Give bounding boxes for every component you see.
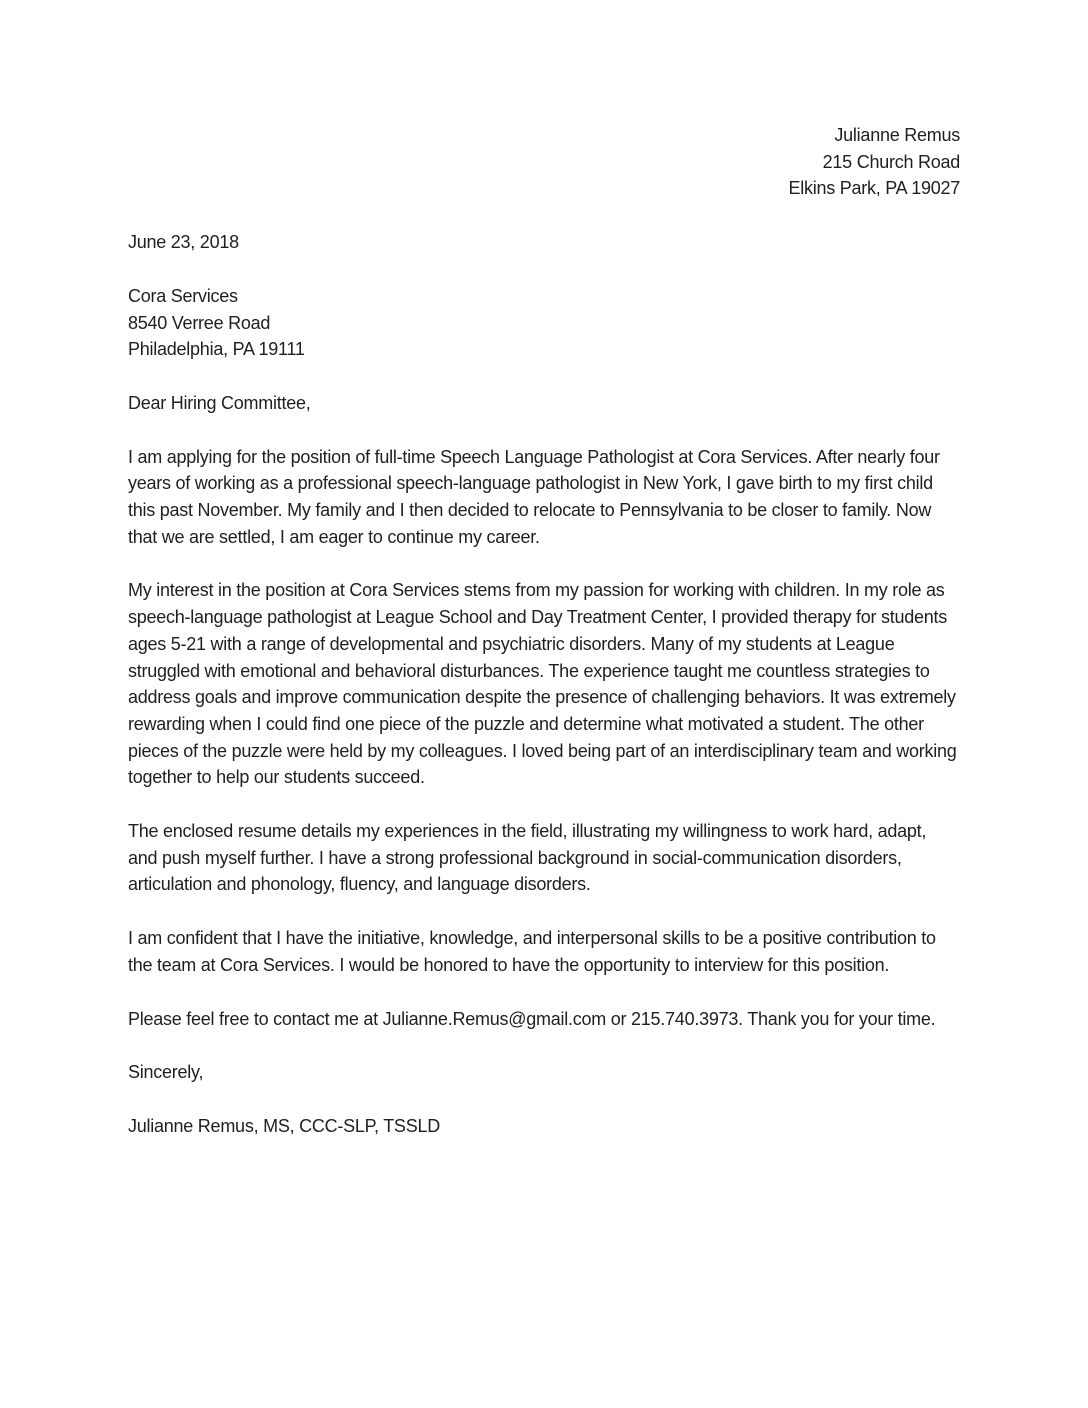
recipient-block [128,283,960,363]
recipient-address-line2: Philadelphia, PA 19111 [128,339,305,360]
sender-address-line2: Elkins Park, PA 19027 [788,178,960,199]
body-paragraph-5: Please feel free to contact me at Julianne.Remus@gmail.com or 215.740.3973. Thank you for your time. [128,1008,936,1029]
letter-content [128,122,960,1167]
signature: Julianne Remus, MS, CCC-SLP, TSSLD [128,1115,440,1136]
sender-block [128,122,960,202]
letter-date: June 23, 2018 [128,232,239,253]
body-paragraph-4: I am confident that I have the initiative, knowledge, and interpersonal skills to be a positive contribution to the team at Cora Services. I would be honored to have the opportunity to interview for this position. [128,928,936,975]
body-paragraph-2: My interest in the position at Cora Services stems from my passion for working with children. In my role as speech-language pathologist at League School and Day Treatment Center, I provided therapy for students ages 5-21 with a range of developmental and psychiatric disorders. Many of my students at League struggled with emotional and behavioral disturbances. The experience taught me countless strategies to address goals and improve communication despite the presence of challenging behaviors. It was extremely rewarding when I could find one piece of the puzzle and determine what motivated a student. The other pieces of the puzzle were held by my colleagues. I loved being part of an interdisciplinary team and working together to help our students succeed. [128,580,957,788]
recipient-address-line1: 8540 Verree Road [128,312,271,333]
sender-address-line1: 215 Church Road [822,151,960,172]
salutation: Dear Hiring Committee, [128,392,311,413]
sender-name: Julianne Remus [834,125,960,145]
body-paragraph-1: I am applying for the position of full-time Speech Language Pathologist at Cora Services. After nearly four years of working as a professional speech-language pathologist in New York, I gave birth to my first child this past November. My family and I then decided to relocate to Pennsylvania to be closer to family. Now that we are settled, I am eager to continue my career. [128,446,940,547]
body-paragraph-3: The enclosed resume details my experiences in the field, illustrating my willingness to work hard, adapt, and push myself further. I have a strong professional background in social-communication disorders, articulation and phonology, fluency, and language disorders. [128,821,927,895]
recipient-name: Cora Services [128,285,238,306]
closing: Sincerely, [128,1062,204,1083]
